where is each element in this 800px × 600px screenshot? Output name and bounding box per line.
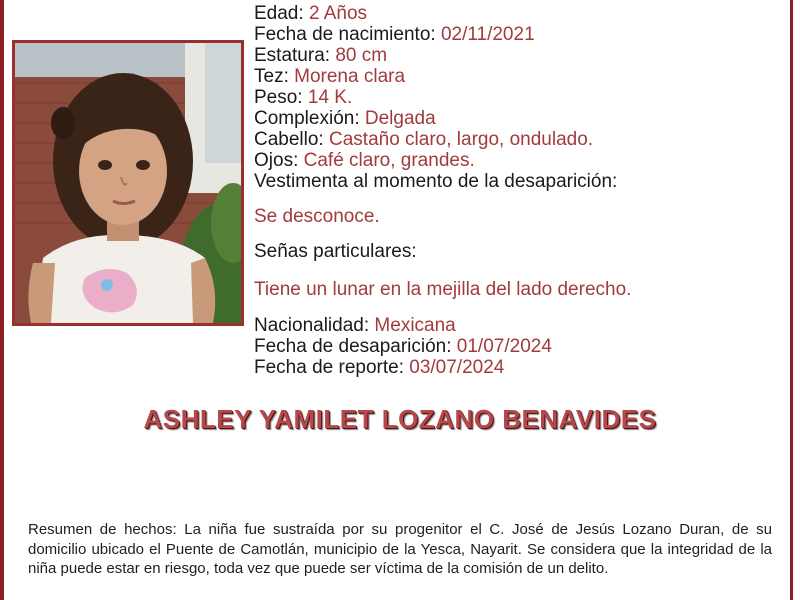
complexion-label: Complexión: [254, 108, 360, 129]
fecha-desaparicion-label: Fecha de desaparición: [254, 336, 452, 357]
senas-label: Señas particulares: [254, 241, 417, 262]
peso-label: Peso: [254, 87, 303, 108]
field-senas-value [254, 279, 631, 300]
field-edad [254, 3, 367, 24]
vestimenta-label: Vestimenta al momento de la desaparición: [254, 171, 618, 192]
senas-value: Tiene un lunar en la mejilla del lado derecho. [254, 279, 632, 300]
field-cabello [254, 129, 593, 150]
tez-value: Morena clara [294, 66, 406, 87]
summary-text: Resumen de hechos: La niña fue sustraída por su progenitor el C. José de Jesús Lozano Duran, de su domicilio ubicado el Puente de Camotlán, municipio de la Yesca, Nayarit. Se considera que la integridad de la niña puede estar en riesgo, toda vez que puede ser víctima de la comisión de un delito. [28, 521, 772, 577]
tez-label: Tez: [254, 66, 289, 87]
fecha-reporte-label: Fecha de reporte: [254, 357, 404, 378]
left-frame-border [0, 0, 4, 600]
vestimenta-value: Se desconoce. [254, 206, 380, 227]
fecha-nacimiento-label: Fecha de nacimiento: [254, 24, 436, 45]
estatura-label: Estatura: [254, 45, 331, 66]
field-peso [254, 87, 352, 108]
field-vestimenta-label [254, 171, 617, 192]
fecha-nacimiento-value: 02/11/2021 [440, 24, 535, 45]
person-name: ASHLEY YAMILET LOZANO BENAVIDES [143, 404, 657, 434]
cabello-value: Castaño claro, largo, ondulado. [329, 129, 594, 150]
ojos-value: Café claro, grandes. [303, 150, 475, 171]
field-senas-label [254, 241, 417, 262]
field-vestimenta-value [254, 206, 380, 227]
field-fecha-reporte [254, 357, 504, 378]
ojos-label: Ojos: [254, 150, 299, 171]
field-tez [254, 66, 405, 87]
estatura-value: 80 cm [335, 45, 388, 66]
cabello-label: Cabello: [254, 129, 324, 150]
field-nacionalidad [254, 315, 456, 336]
edad-value: 2 Años [308, 3, 368, 24]
child-photo [12, 40, 244, 326]
fecha-reporte-value: 03/07/2024 [409, 357, 505, 378]
complexion-value: Delgada [364, 108, 436, 129]
child-photo-illustration [15, 43, 241, 323]
nacionalidad-label: Nacionalidad: [254, 315, 370, 336]
field-fecha-nacimiento [254, 24, 535, 45]
nacionalidad-value: Mexicana [374, 315, 456, 336]
field-ojos [254, 150, 475, 171]
fecha-desaparicion-value: 01/07/2024 [456, 336, 552, 357]
field-estatura [254, 45, 387, 66]
field-complexion [254, 108, 436, 129]
right-frame-border [790, 0, 800, 600]
edad-label: Edad: [254, 3, 304, 24]
peso-value: 14 K. [307, 87, 353, 108]
field-fecha-desaparicion [254, 336, 552, 357]
